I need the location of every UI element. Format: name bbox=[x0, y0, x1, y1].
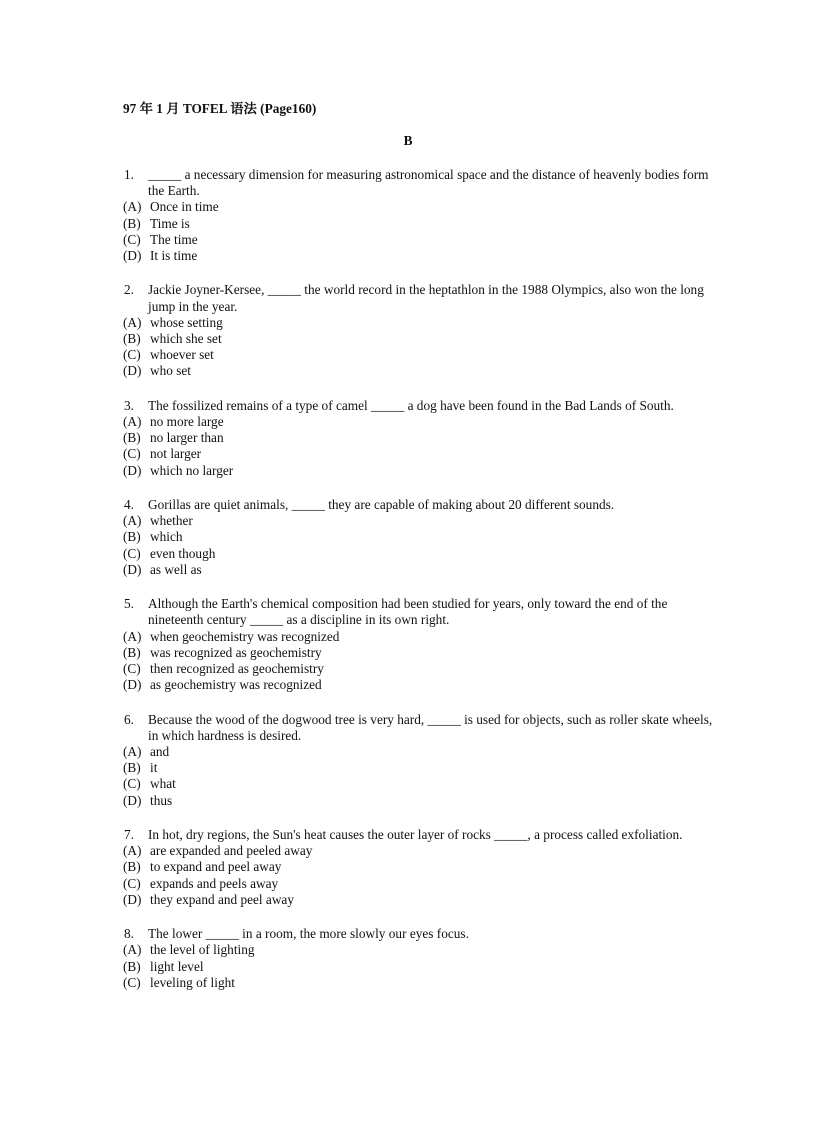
option-letter: (A) bbox=[123, 744, 142, 760]
option-text: as geochemistry was recognized bbox=[150, 677, 322, 693]
option-letter: (B) bbox=[123, 859, 141, 875]
question-number: 2. bbox=[124, 282, 134, 298]
answer-option bbox=[123, 975, 713, 991]
option-letter: (A) bbox=[123, 199, 142, 215]
option-text: are expanded and peeled away bbox=[150, 843, 313, 859]
option-letter: (D) bbox=[123, 677, 142, 693]
question-4 bbox=[123, 497, 713, 578]
option-letter: (A) bbox=[123, 513, 142, 529]
option-text: was recognized as geochemistry bbox=[150, 644, 322, 660]
option-letter: (C) bbox=[123, 231, 141, 247]
answer-option bbox=[123, 677, 713, 693]
question-stem bbox=[123, 167, 713, 199]
option-letter: (A) bbox=[123, 414, 142, 430]
option-text: they expand and peel away bbox=[150, 891, 294, 907]
answer-option bbox=[123, 546, 713, 562]
answer-option bbox=[123, 347, 713, 363]
answer-option bbox=[123, 876, 713, 892]
answer-option bbox=[123, 529, 713, 545]
option-text: who set bbox=[150, 363, 191, 379]
answer-option bbox=[123, 562, 713, 578]
question-stem bbox=[123, 596, 713, 628]
answer-option bbox=[123, 645, 713, 661]
question-8 bbox=[123, 926, 713, 991]
option-text: It is time bbox=[150, 248, 198, 264]
option-letter: (D) bbox=[123, 891, 142, 907]
option-text: what bbox=[150, 776, 176, 792]
option-text: as well as bbox=[150, 561, 202, 577]
option-text: no more large bbox=[150, 414, 224, 430]
option-text: Once in time bbox=[150, 199, 219, 215]
answer-option bbox=[123, 199, 713, 215]
answer-option bbox=[123, 744, 713, 760]
question-2 bbox=[123, 282, 713, 379]
option-text: no larger than bbox=[150, 430, 224, 446]
section-label: B bbox=[403, 133, 413, 148]
option-letter: (C) bbox=[123, 974, 141, 990]
answer-option bbox=[123, 446, 713, 462]
question-number: 5. bbox=[124, 596, 134, 612]
question-text: Jackie Joyner-Kersee, _____ the world record in the heptathlon in the 1988 Olympics, also won the long jump in the year. bbox=[148, 282, 704, 314]
question-number: 1. bbox=[124, 167, 134, 182]
answer-option bbox=[123, 793, 713, 809]
option-text: then recognized as geochemistry bbox=[150, 661, 324, 677]
option-letter: (D) bbox=[123, 462, 142, 478]
option-text: the level of lighting bbox=[150, 942, 255, 958]
answer-option bbox=[123, 248, 713, 264]
option-letter: (B) bbox=[123, 760, 141, 776]
answer-option bbox=[123, 760, 713, 776]
option-text: to expand and peel away bbox=[150, 859, 282, 875]
option-text: light level bbox=[150, 958, 204, 974]
option-letter: (A) bbox=[123, 628, 142, 644]
option-letter: (B) bbox=[123, 958, 141, 974]
option-text: Time is bbox=[150, 215, 190, 231]
question-3 bbox=[123, 398, 713, 479]
option-text: leveling of light bbox=[150, 974, 235, 990]
option-text: The time bbox=[150, 231, 198, 247]
option-text: expands and peels away bbox=[150, 875, 279, 891]
question-1 bbox=[123, 167, 713, 264]
option-letter: (B) bbox=[123, 430, 141, 446]
question-number: 6. bbox=[124, 711, 134, 727]
answer-option bbox=[123, 363, 713, 379]
option-text: even though bbox=[150, 545, 216, 561]
question-number: 4. bbox=[124, 497, 134, 513]
option-text: whether bbox=[150, 513, 193, 529]
answer-option bbox=[123, 430, 713, 446]
answer-option bbox=[123, 513, 713, 529]
option-text: and bbox=[150, 744, 170, 760]
answer-option bbox=[123, 232, 713, 248]
question-number: 3. bbox=[124, 397, 134, 413]
option-text: thus bbox=[150, 792, 173, 808]
question-text: The lower _____ in a room, the more slowly our eyes focus. bbox=[148, 926, 469, 942]
option-text: which bbox=[150, 529, 183, 545]
option-letter: (B) bbox=[123, 529, 141, 545]
answer-option bbox=[123, 843, 713, 859]
answer-option bbox=[123, 629, 713, 645]
answer-option bbox=[123, 414, 713, 430]
answer-option bbox=[123, 661, 713, 677]
question-stem bbox=[123, 712, 713, 744]
option-letter: (C) bbox=[123, 347, 141, 363]
answer-option bbox=[123, 859, 713, 875]
option-text: whose setting bbox=[150, 314, 223, 330]
option-text: not larger bbox=[150, 446, 202, 462]
question-text: Because the wood of the dogwood tree is very hard, _____ is used for objects, such as roller skate wheels, in which hardness is desired. bbox=[148, 711, 713, 743]
option-text: which no larger bbox=[150, 462, 234, 478]
option-letter: (B) bbox=[123, 331, 141, 347]
answer-option bbox=[123, 216, 713, 232]
question-text: Although the Earth's chemical composition had been studied for years, only toward the end of the nineteenth century _____ as a discipline in its own right. bbox=[148, 596, 668, 628]
page-title: 97 年 1 月 TOFEL 语法 (Page160) bbox=[123, 101, 317, 116]
option-letter: (A) bbox=[123, 942, 142, 958]
option-text: when geochemistry was recognized bbox=[150, 628, 340, 644]
option-letter: (B) bbox=[123, 215, 141, 231]
option-letter: (C) bbox=[123, 545, 141, 561]
option-letter: (C) bbox=[123, 776, 141, 792]
answer-option bbox=[123, 942, 713, 958]
question-text: In hot, dry regions, the Sun's heat causes the outer layer of rocks _____, a process called exfoliation. bbox=[148, 827, 683, 843]
question-7 bbox=[123, 827, 713, 908]
answer-option bbox=[123, 315, 713, 331]
answer-option bbox=[123, 959, 713, 975]
option-letter: (C) bbox=[123, 446, 141, 462]
option-letter: (A) bbox=[123, 314, 142, 330]
question-text: Gorillas are quiet animals, _____ they are capable of making about 20 different sounds. bbox=[148, 497, 615, 513]
question-5 bbox=[123, 596, 713, 693]
question-stem bbox=[123, 282, 713, 314]
option-text: it bbox=[150, 760, 158, 776]
option-letter: (C) bbox=[123, 875, 141, 891]
answer-option bbox=[123, 892, 713, 908]
option-letter: (C) bbox=[123, 661, 141, 677]
option-letter: (D) bbox=[123, 561, 142, 577]
question-stem bbox=[123, 827, 713, 843]
option-letter: (D) bbox=[123, 792, 142, 808]
option-letter: (A) bbox=[123, 843, 142, 859]
option-text: which she set bbox=[150, 331, 222, 347]
option-letter: (D) bbox=[123, 363, 142, 379]
question-stem bbox=[123, 497, 713, 513]
answer-option bbox=[123, 776, 713, 792]
question-number: 7. bbox=[124, 827, 134, 843]
option-letter: (B) bbox=[123, 644, 141, 660]
answer-option bbox=[123, 331, 713, 347]
question-stem bbox=[123, 398, 713, 414]
option-letter: (D) bbox=[123, 248, 142, 264]
question-stem bbox=[123, 926, 713, 942]
question-number: 8. bbox=[124, 926, 134, 942]
option-text: whoever set bbox=[150, 347, 214, 363]
question-6 bbox=[123, 712, 713, 809]
question-text: The fossilized remains of a type of camel _____ a dog have been found in the Bad Lands of South. bbox=[148, 397, 674, 413]
question-list bbox=[123, 167, 713, 1009]
question-text: _____ a necessary dimension for measuring astronomical space and the distance of heavenly bodies form the Earth. bbox=[148, 167, 709, 199]
answer-option bbox=[123, 463, 713, 479]
